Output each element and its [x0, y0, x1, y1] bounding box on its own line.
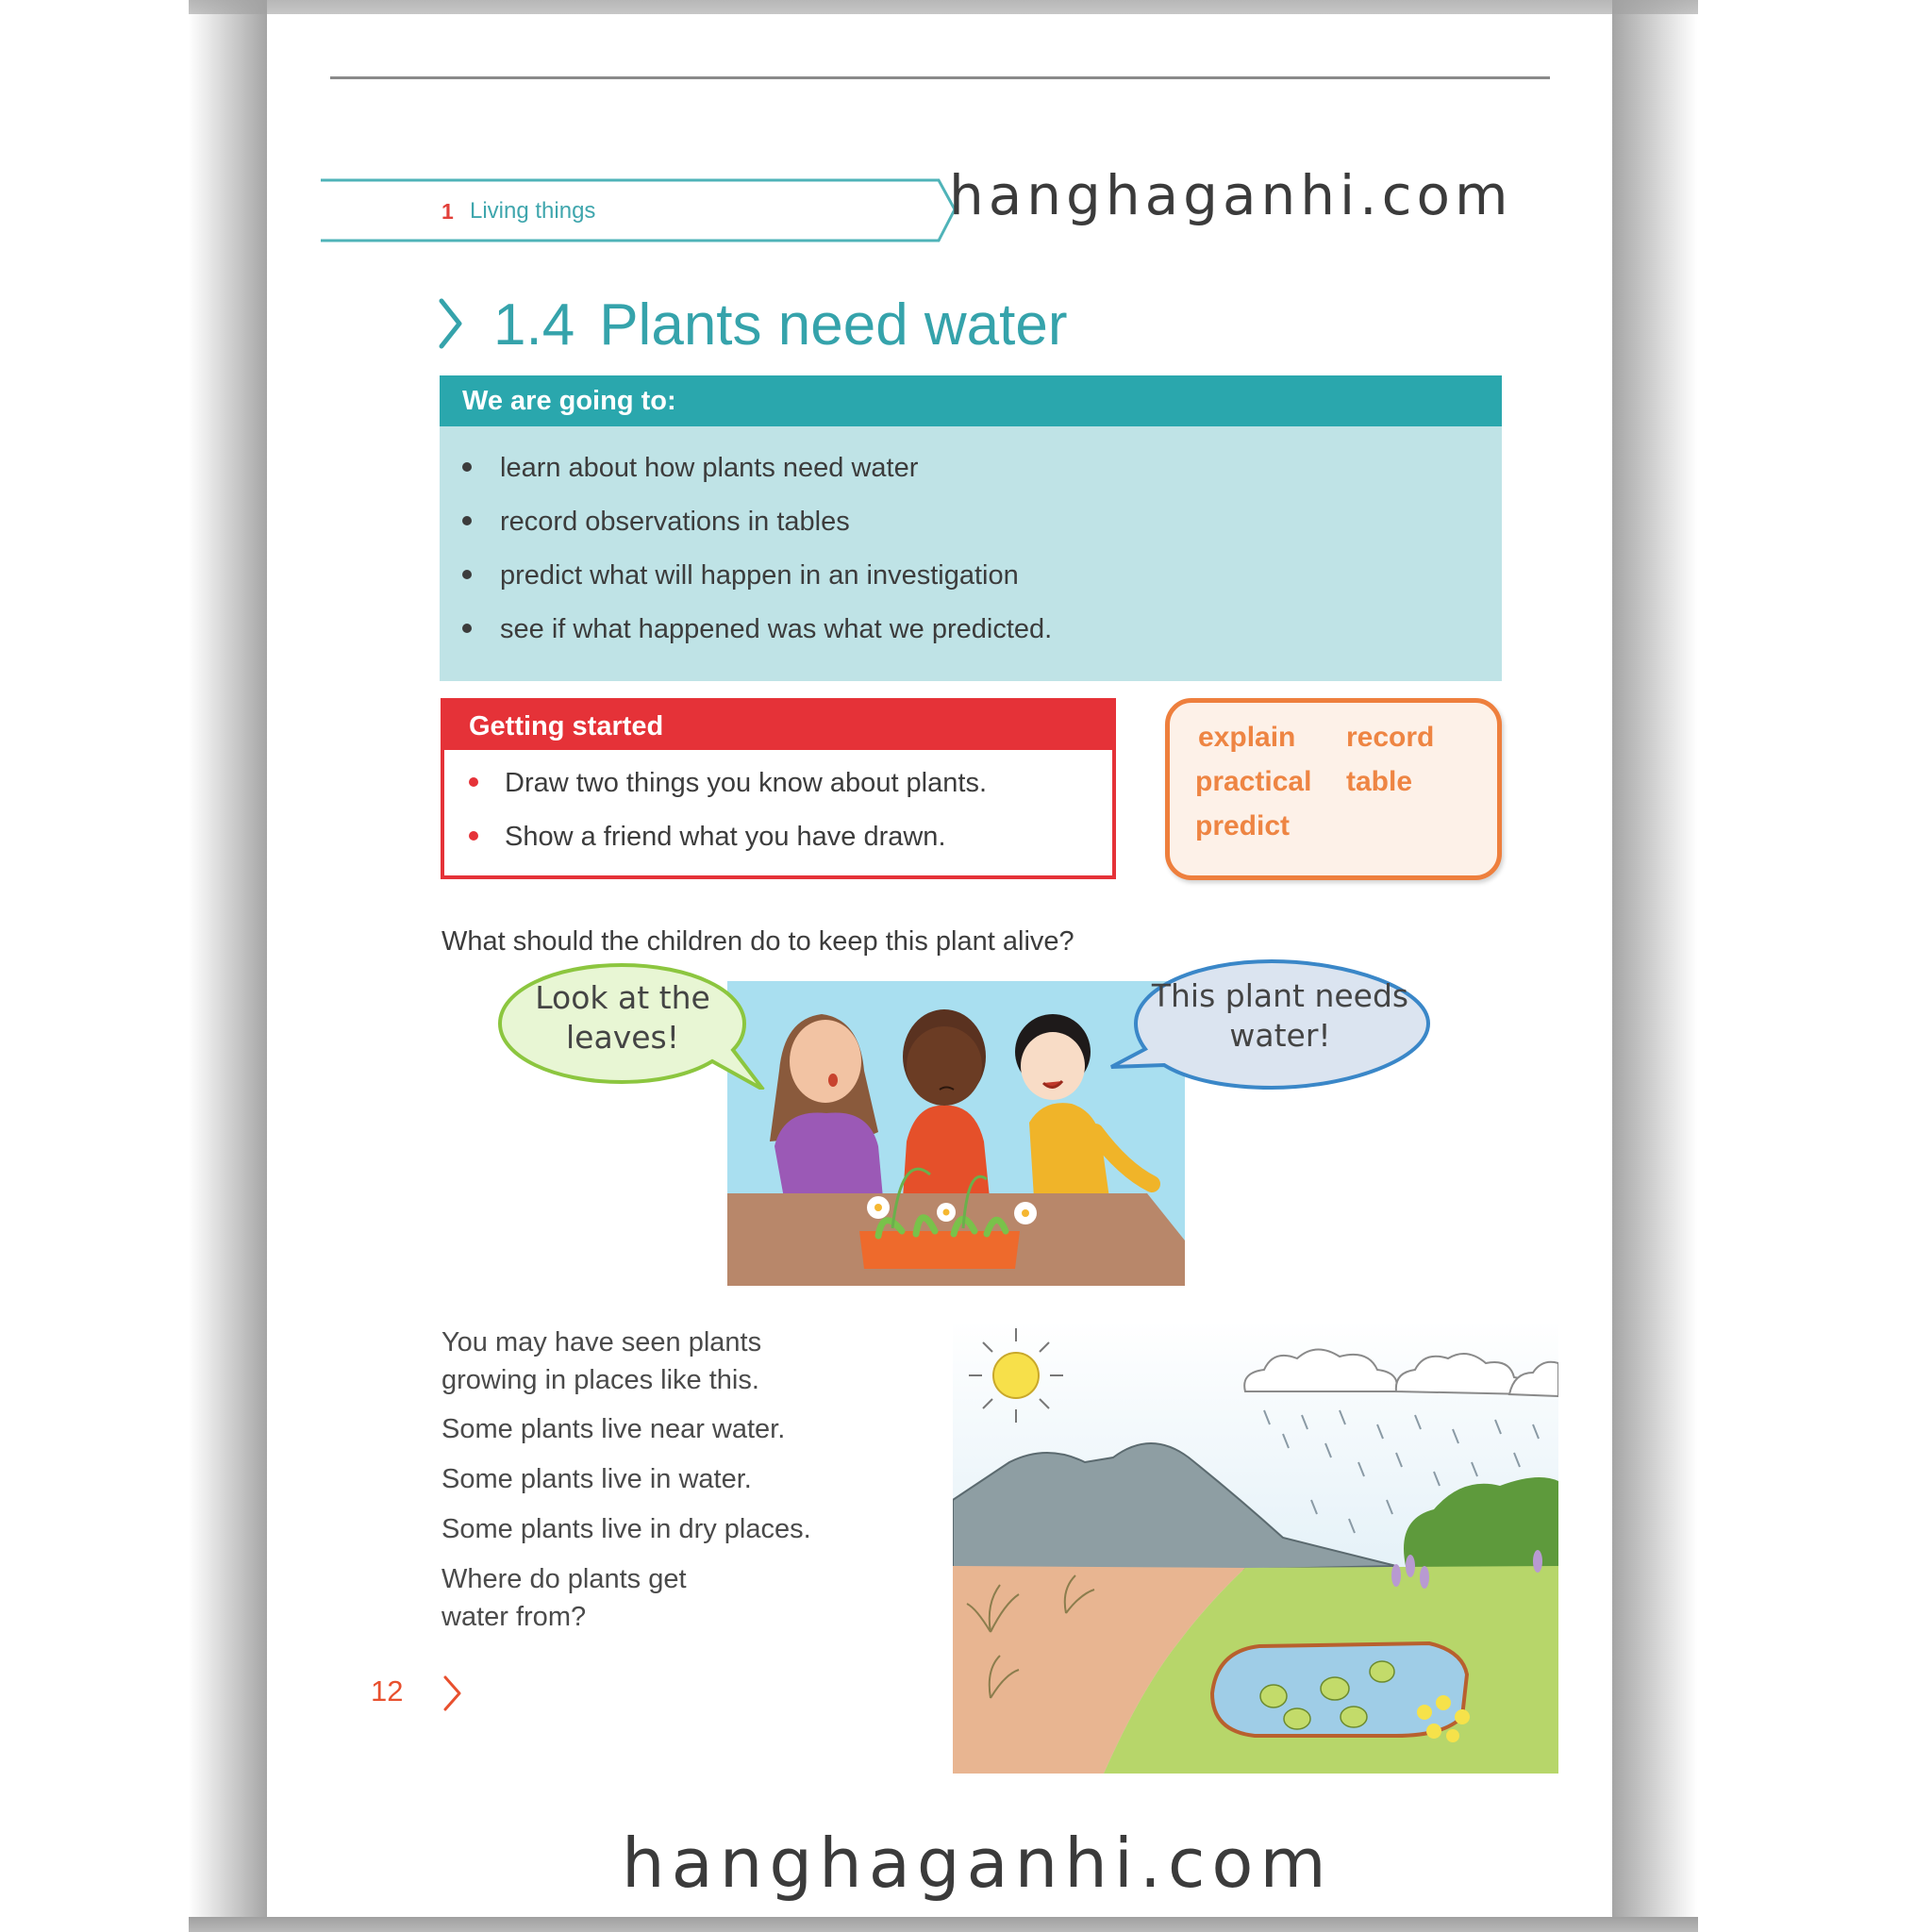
page-shadow-right [1612, 0, 1697, 1932]
speech-bubble-right-line2: water! [1229, 1017, 1331, 1054]
body-paragraph-3: Some plants live in water. [441, 1464, 752, 1494]
chapter-band-arrow-icon [321, 178, 962, 244]
top-rule [330, 76, 1550, 79]
page-chevron-icon [441, 1674, 464, 1716]
textbook-page [267, 14, 1612, 1917]
getting-started-item: Show a friend what you have drawn. [469, 822, 946, 853]
body-paragraph-1: You may have seen plants growing in places like this. [441, 1327, 762, 1395]
objective-item: record observations in tables [462, 507, 850, 538]
title-chevron-icon [437, 297, 465, 354]
speech-bubble-left-line2: leaves! [566, 1019, 679, 1056]
bullet-icon [462, 516, 472, 525]
objective-item: predict what will happen in an investigation [462, 560, 1019, 591]
keyword: predict [1195, 810, 1291, 841]
speech-bubble-right-line1: This plant needs [1151, 977, 1409, 1014]
page-shadow-left [189, 0, 267, 1932]
body-paragraph-2: Some plants live near water. [441, 1414, 786, 1444]
objectives-header [440, 375, 1502, 426]
bullet-icon [462, 462, 472, 472]
lesson-title-text: Plants need water [599, 292, 1068, 358]
page-shadow-top [189, 0, 1698, 14]
bullet-icon [469, 777, 478, 787]
objective-item: see if what happened was what we predicted. [462, 614, 1052, 645]
lesson-number: 1.4 [493, 292, 575, 358]
page-number: 12 [371, 1674, 404, 1707]
bullet-icon [462, 624, 472, 633]
chapter-header-band [321, 178, 955, 242]
body-paragraph-5: Where do plants get water from? [441, 1564, 687, 1632]
watermark-top: hanghaganhi.com [949, 163, 1513, 227]
lesson-title [493, 291, 1068, 358]
getting-started-header [444, 702, 1112, 750]
landscape-image [953, 1321, 1558, 1774]
chapter-label: Living things [470, 198, 596, 224]
habitats-landscape-illustration [953, 1321, 1558, 1774]
keywords-box [1165, 698, 1502, 880]
getting-started-box [441, 698, 1116, 879]
objectives-heading: We are going to: [462, 386, 676, 416]
watermark-bottom: hanghaganhi.com [622, 1824, 1333, 1903]
getting-started-heading: Getting started [469, 711, 664, 741]
speech-bubble-right [1109, 956, 1432, 1093]
speech-bubble-left [497, 958, 771, 1090]
keyword: record [1346, 722, 1435, 753]
bullet-icon [462, 570, 472, 579]
bullet-icon [469, 831, 478, 841]
keyword: practical [1195, 766, 1312, 797]
chapter-number: 1 [441, 199, 454, 224]
scene-question: What should the children do to keep this plant alive? [441, 926, 1074, 957]
body-paragraph-4: Some plants live in dry places. [441, 1514, 811, 1544]
speech-bubble-left-line1: Look at the [535, 979, 710, 1016]
getting-started-item: Draw two things you know about plants. [469, 768, 987, 799]
objectives-box [440, 375, 1502, 681]
keyword: table [1346, 766, 1413, 797]
keyword: explain [1198, 722, 1296, 753]
objective-item: learn about how plants need water [462, 453, 918, 484]
page-shadow-bottom [189, 1917, 1698, 1932]
